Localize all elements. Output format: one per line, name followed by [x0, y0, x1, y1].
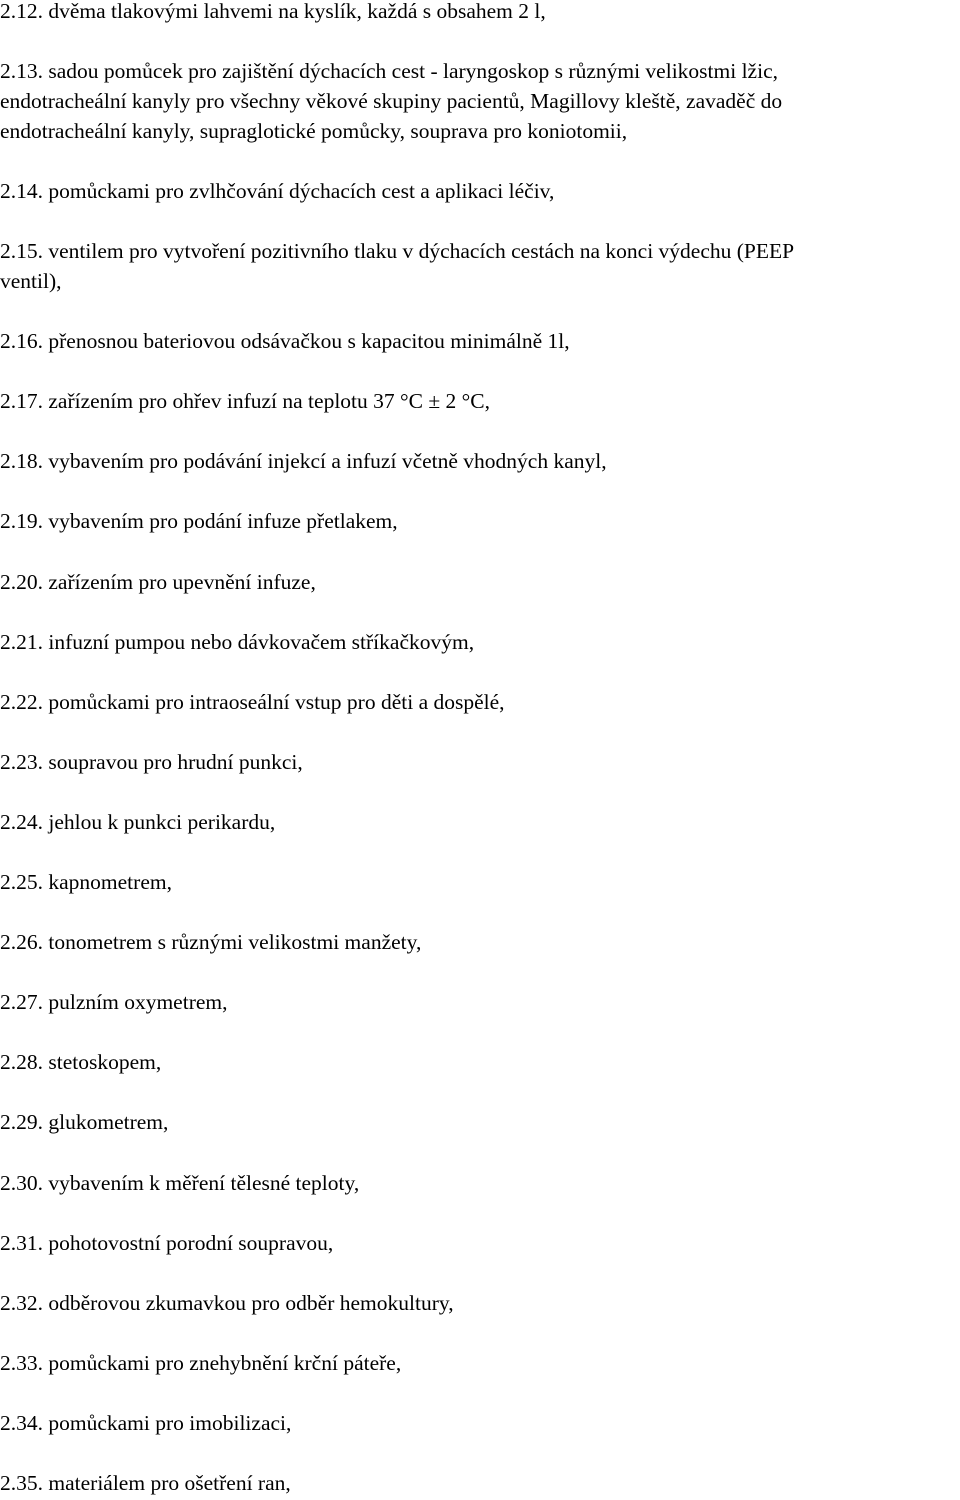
list-item: [0, 687, 960, 717]
item-line: 2.17. zařízením pro ohřev infuzí na teplotu 37 °C ± 2 °C,: [0, 389, 490, 413]
list-item: [0, 867, 960, 897]
item-line: 2.20. zařízením pro upevnění infuze,: [0, 570, 316, 594]
list-item: [0, 1348, 960, 1378]
list-item: [0, 1168, 960, 1198]
item-line: 2.33. pomůckami pro znehybnění krční páteře,: [0, 1351, 402, 1375]
item-line: 2.29. glukometrem,: [0, 1110, 169, 1134]
item-line: 2.21. infuzní pumpou nebo dávkovačem stříkačkovým,: [0, 630, 475, 654]
list-item: [0, 1107, 960, 1137]
list-item: [0, 1047, 960, 1077]
item-line: 2.14. pomůckami pro zvlhčování dýchacích cest a aplikaci léčiv,: [0, 179, 555, 203]
list-item: [0, 386, 960, 416]
list-item: [0, 807, 960, 837]
item-line: ventil),: [0, 269, 62, 293]
list-item: [0, 1228, 960, 1258]
list-item: [0, 987, 960, 1017]
list-item: [0, 567, 960, 597]
item-line: 2.13. sadou pomůcek pro zajištění dýchacích cest - laryngoskop s různými velikostmi lžic,: [0, 59, 778, 83]
item-line: 2.32. odběrovou zkumavkou pro odběr hemokultury,: [0, 1291, 454, 1315]
item-line: 2.12. dvěma tlakovými lahvemi na kyslík, každá s obsahem 2 l,: [0, 0, 546, 23]
list-item: [0, 1408, 960, 1438]
item-line: 2.24. jehlou k punkci perikardu,: [0, 810, 276, 834]
item-line: 2.35. materiálem pro ošetření ran,: [0, 1471, 291, 1495]
list-item: [0, 56, 960, 146]
item-line: 2.23. soupravou pro hrudní punkci,: [0, 750, 303, 774]
item-line: 2.15. ventilem pro vytvoření pozitivního tlaku v dýchacích cestách na konci výdechu (PEEP: [0, 239, 795, 263]
item-line: 2.28. stetoskopem,: [0, 1050, 162, 1074]
item-line: 2.31. pohotovostní porodní soupravou,: [0, 1231, 334, 1255]
list-item: [0, 1468, 960, 1498]
item-line: 2.34. pomůckami pro imobilizaci,: [0, 1411, 292, 1435]
item-line: endotracheální kanyly, supraglotické pomůcky, souprava pro koniotomii,: [0, 119, 628, 143]
list-item: [0, 1288, 960, 1318]
item-line: 2.19. vybavením pro podání infuze přetlakem,: [0, 509, 398, 533]
item-line: 2.22. pomůckami pro intraoseální vstup pro děti a dospělé,: [0, 690, 505, 714]
list-item: [0, 747, 960, 777]
list-item: [0, 506, 960, 536]
item-line: 2.16. přenosnou bateriovou odsávačkou s kapacitou minimálně 1l,: [0, 329, 570, 353]
item-line: 2.26. tonometrem s různými velikostmi manžety,: [0, 930, 422, 954]
item-line: 2.30. vybavením k měření tělesné teploty,: [0, 1171, 360, 1195]
list-item: [0, 0, 960, 26]
list-item: [0, 176, 960, 206]
list-item: [0, 446, 960, 476]
item-line: 2.18. vybavením pro podávání injekcí a infuzí včetně vhodných kanyl,: [0, 449, 607, 473]
item-line: 2.25. kapnometrem,: [0, 870, 172, 894]
list-item: [0, 326, 960, 356]
list-item: [0, 236, 960, 296]
item-line: 2.27. pulzním oxymetrem,: [0, 990, 228, 1014]
list-item: [0, 927, 960, 957]
item-line: endotracheální kanyly pro všechny věkové skupiny pacientů, Magillovy kleště, zavaděč do: [0, 89, 783, 113]
list-item: [0, 627, 960, 657]
